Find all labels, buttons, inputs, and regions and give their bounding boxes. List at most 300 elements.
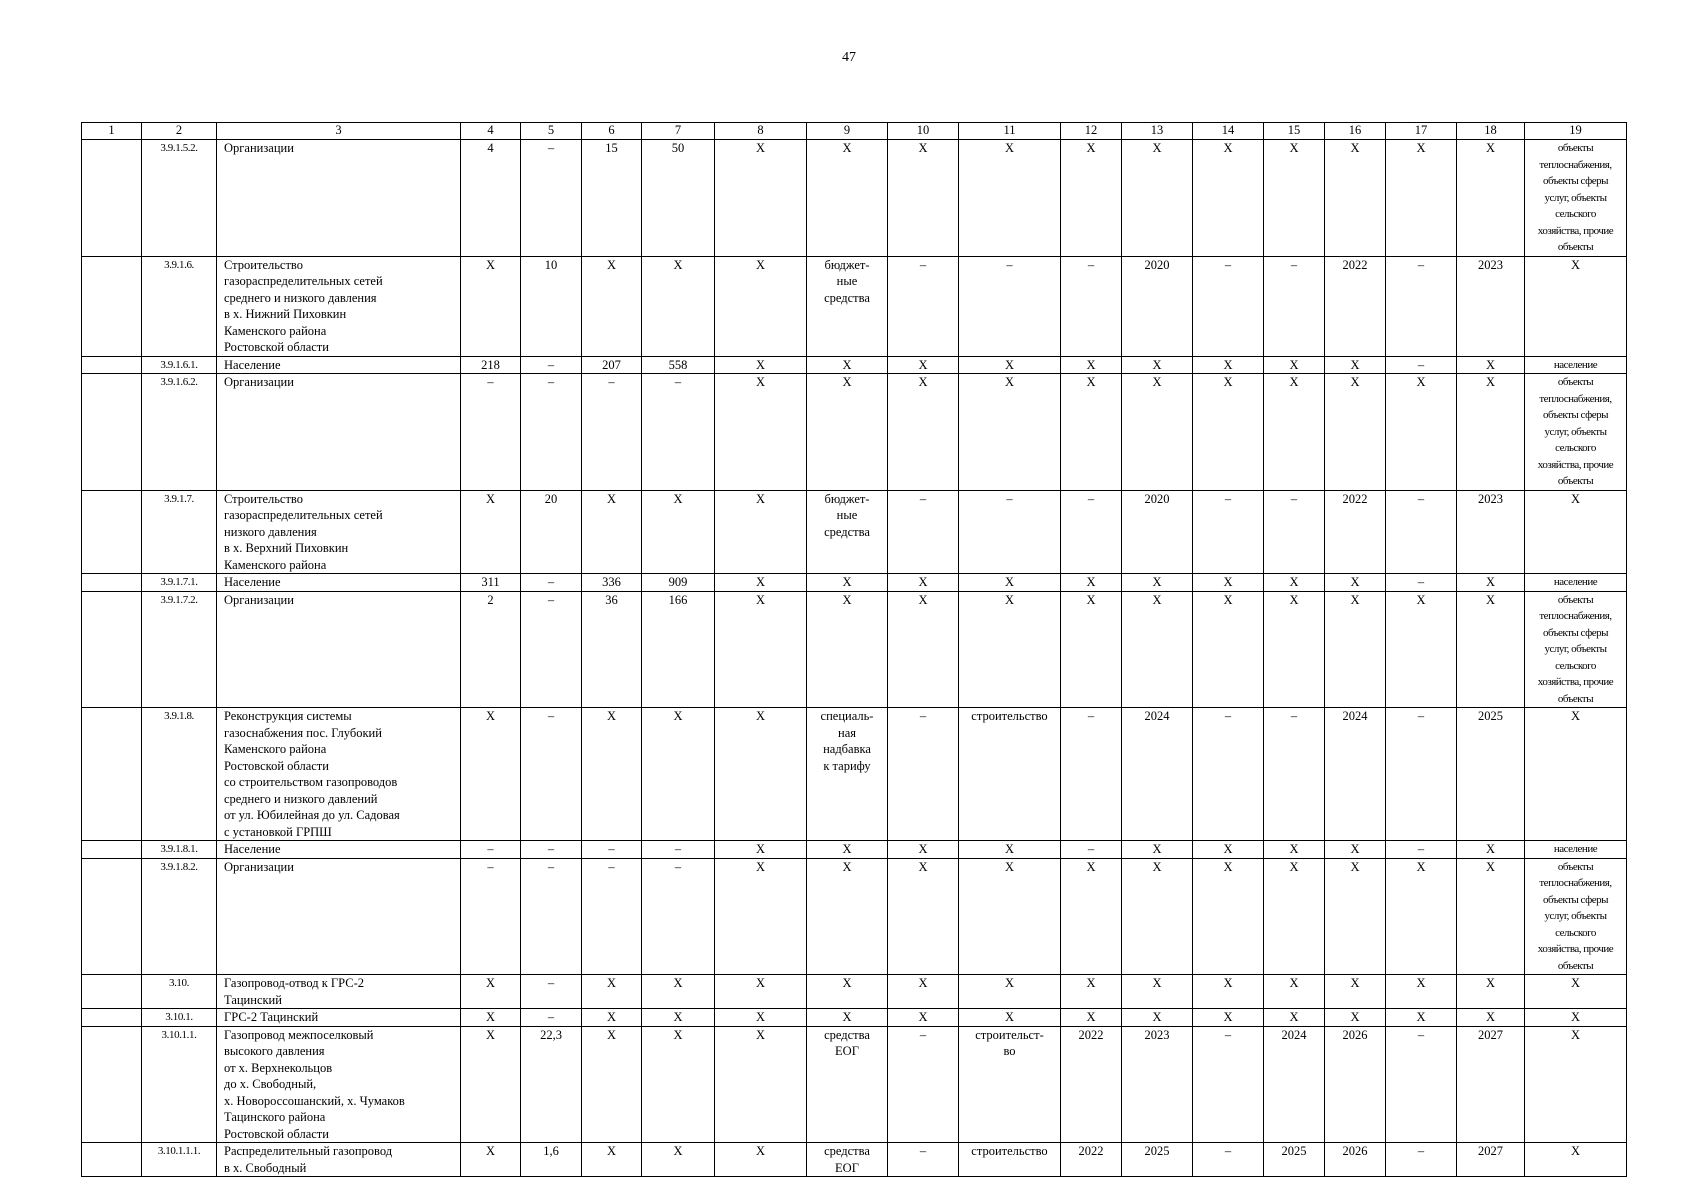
table-cell: Х (1264, 841, 1325, 859)
table-cell: Х (1122, 1009, 1193, 1027)
table-cell: 4 (461, 140, 521, 257)
table-cell: – (1061, 708, 1122, 841)
table-cell: Х (1386, 858, 1457, 975)
row-name: Строительство газораспределительных сетей низкого давления в х. Верхний Пиховкин Каменского района (217, 490, 461, 574)
table-cell: Х (1061, 591, 1122, 708)
row-note: Х (1525, 1143, 1627, 1177)
table-cell (82, 591, 142, 708)
table-cell: – (521, 1009, 582, 1027)
table-cell: – (1264, 256, 1325, 356)
table-cell: – (521, 574, 582, 592)
table-cell: Х (582, 256, 642, 356)
table-cell: Х (1061, 858, 1122, 975)
header-cell: 17 (1386, 123, 1457, 140)
header-cell: 12 (1061, 123, 1122, 140)
table-cell: 10 (521, 256, 582, 356)
table-cell: Х (1457, 374, 1525, 491)
table-cell: – (1061, 490, 1122, 574)
table-cell: Х (1386, 374, 1457, 491)
header-cell: 13 (1122, 123, 1193, 140)
table-cell: Х (959, 140, 1061, 257)
table-cell: – (582, 841, 642, 859)
table-cell: Х (1122, 975, 1193, 1009)
table-cell: 50 (642, 140, 715, 257)
table-cell (82, 858, 142, 975)
row-name: Газопровод межпоселковый высокого давления от х. Верхнекольцов до х. Свободный, х. Новороссошанский, х. Чумаков Тацинского района Ростовской области (217, 1026, 461, 1143)
table-cell: – (1264, 708, 1325, 841)
row-code: 3.10.1.1.1. (142, 1143, 217, 1177)
table-cell: Х (1457, 140, 1525, 257)
row-note: население (1525, 356, 1627, 374)
table-cell: Х (1264, 374, 1325, 491)
table-cell: – (1193, 1143, 1264, 1177)
table-cell: Х (1264, 574, 1325, 592)
table-cell: Х (582, 1009, 642, 1027)
table-cell: Х (715, 858, 807, 975)
table-cell: Х (1122, 140, 1193, 257)
header-cell: 1 (82, 123, 142, 140)
table-row (82, 591, 1627, 708)
table-cell: 2025 (1457, 708, 1525, 841)
row-note: объекты теплоснабжения, объекты сферы услуг, объекты сельского хозяйства, прочие объекты (1525, 140, 1627, 257)
table-cell: 311 (461, 574, 521, 592)
table-cell: – (888, 490, 959, 574)
table-cell (82, 1026, 142, 1143)
table-cell: – (1193, 708, 1264, 841)
table-cell: Х (1325, 1009, 1386, 1027)
table-cell: Х (1325, 841, 1386, 859)
table-cell (82, 374, 142, 491)
row-code: 3.10.1.1. (142, 1026, 217, 1143)
table-cell: Х (1193, 574, 1264, 592)
table-cell: Х (461, 1026, 521, 1143)
table-cell: Х (1264, 591, 1325, 708)
table-cell: 2025 (1122, 1143, 1193, 1177)
table-row (82, 975, 1627, 1009)
header-cell: 11 (959, 123, 1061, 140)
table-cell: – (1061, 841, 1122, 859)
table-cell: Х (807, 591, 888, 708)
table-cell: Х (888, 1009, 959, 1027)
table-cell: – (521, 975, 582, 1009)
table-cell: Х (1193, 591, 1264, 708)
table-cell (82, 574, 142, 592)
table-cell: Х (582, 1026, 642, 1143)
table-row (82, 841, 1627, 859)
table-cell: Х (1061, 1009, 1122, 1027)
row-note: население (1525, 574, 1627, 592)
row-name: Реконструкция системы газоснабжения пос. Глубокий Каменского района Ростовской области со строительством газопроводов среднего и низкого давлений от ул. Юбилейная до ул. Садовая с установкой ГРПШ (217, 708, 461, 841)
table-cell: – (1386, 356, 1457, 374)
table-cell: Х (715, 1009, 807, 1027)
table-cell: – (1386, 256, 1457, 356)
table-cell: Х (715, 256, 807, 356)
table-cell: Х (642, 256, 715, 356)
table-cell: Х (959, 975, 1061, 1009)
table-cell: 2020 (1122, 256, 1193, 356)
table-cell: Х (715, 490, 807, 574)
table-cell: – (1264, 490, 1325, 574)
table-cell: – (521, 356, 582, 374)
header-cell: 14 (1193, 123, 1264, 140)
table-cell: – (1193, 256, 1264, 356)
header-cell: 15 (1264, 123, 1325, 140)
table-cell: – (1386, 1143, 1457, 1177)
table-cell: Х (1122, 858, 1193, 975)
table-cell: – (521, 858, 582, 975)
table-cell: Х (1193, 975, 1264, 1009)
table-cell: – (521, 841, 582, 859)
table-cell: бюджет- ные средства (807, 490, 888, 574)
table-cell: 2026 (1325, 1026, 1386, 1143)
table-cell: – (461, 858, 521, 975)
table-cell: Х (1386, 591, 1457, 708)
table-cell: Х (715, 374, 807, 491)
table-cell: 2022 (1325, 490, 1386, 574)
row-name: Организации (217, 374, 461, 491)
table-cell: 20 (521, 490, 582, 574)
table-cell (82, 140, 142, 257)
table-cell: – (888, 1143, 959, 1177)
row-name: Организации (217, 140, 461, 257)
header-cell: 16 (1325, 123, 1386, 140)
table-cell: Х (1061, 140, 1122, 257)
table-row (82, 1026, 1627, 1143)
table-cell: Х (1193, 841, 1264, 859)
header-cell: 9 (807, 123, 888, 140)
header-cell: 7 (642, 123, 715, 140)
table-cell: Х (1264, 140, 1325, 257)
table-cell: Х (642, 1143, 715, 1177)
table-cell: бюджет- ные средства (807, 256, 888, 356)
table-cell: Х (1386, 1009, 1457, 1027)
row-note: Х (1525, 1026, 1627, 1143)
row-code: 3.10.1. (142, 1009, 217, 1027)
table-cell: Х (807, 841, 888, 859)
table-cell: строительство (959, 1143, 1061, 1177)
header-cell: 4 (461, 123, 521, 140)
table-cell: Х (715, 140, 807, 257)
table-body (82, 123, 1627, 1177)
table-cell: Х (807, 356, 888, 374)
table-cell: Х (888, 574, 959, 592)
table-row (82, 708, 1627, 841)
table-cell: Х (1386, 975, 1457, 1009)
table-cell: Х (1457, 591, 1525, 708)
table-cell (82, 256, 142, 356)
table-cell: специаль- ная надбавка к тарифу (807, 708, 888, 841)
table-cell: средства ЕОГ (807, 1143, 888, 1177)
table-cell: 2022 (1061, 1026, 1122, 1143)
table-cell: Х (461, 1143, 521, 1177)
table-cell: Х (1061, 574, 1122, 592)
table-cell: – (521, 708, 582, 841)
table-cell: Х (1325, 858, 1386, 975)
table-cell: Х (1457, 574, 1525, 592)
table-cell: 2027 (1457, 1143, 1525, 1177)
table-cell: – (521, 374, 582, 491)
table-cell: Х (715, 1143, 807, 1177)
table-cell (82, 1143, 142, 1177)
table-cell: 2025 (1264, 1143, 1325, 1177)
table-cell: Х (1061, 975, 1122, 1009)
header-cell: 2 (142, 123, 217, 140)
table-cell: Х (1264, 858, 1325, 975)
row-name: Население (217, 841, 461, 859)
table-cell: 207 (582, 356, 642, 374)
table-cell: Х (461, 708, 521, 841)
table-cell: Х (1457, 356, 1525, 374)
table-row (82, 374, 1627, 491)
header-row (82, 123, 1627, 140)
table-cell: Х (959, 591, 1061, 708)
row-code: 3.9.1.7.1. (142, 574, 217, 592)
table-cell: Х (642, 1026, 715, 1143)
table-cell: Х (888, 858, 959, 975)
row-code: 3.9.1.7. (142, 490, 217, 574)
table-cell: 2026 (1325, 1143, 1386, 1177)
row-note: объекты теплоснабжения, объекты сферы услуг, объекты сельского хозяйства, прочие объекты (1525, 374, 1627, 491)
table-cell: Х (807, 574, 888, 592)
table-cell: 2023 (1122, 1026, 1193, 1143)
row-note: население (1525, 841, 1627, 859)
table-cell: 2027 (1457, 1026, 1525, 1143)
table-cell: Х (807, 1009, 888, 1027)
table-row (82, 490, 1627, 574)
table-cell: Х (461, 490, 521, 574)
row-code: 3.9.1.6.2. (142, 374, 217, 491)
table-cell (82, 1009, 142, 1027)
row-code: 3.9.1.5.2. (142, 140, 217, 257)
row-code: 3.9.1.8.1. (142, 841, 217, 859)
table-cell: Х (642, 708, 715, 841)
table-cell: Х (888, 374, 959, 491)
row-name: Газопровод-отвод к ГРС-2 Тацинский (217, 975, 461, 1009)
table-row (82, 574, 1627, 592)
table-cell: Х (1193, 374, 1264, 491)
table-cell: 2024 (1264, 1026, 1325, 1143)
table-cell: – (461, 841, 521, 859)
table-cell: 2024 (1122, 708, 1193, 841)
table-row (82, 140, 1627, 257)
table-cell: Х (1264, 975, 1325, 1009)
table-cell: 2020 (1122, 490, 1193, 574)
row-note: Х (1525, 708, 1627, 841)
table-cell: – (642, 858, 715, 975)
table-cell: Х (888, 591, 959, 708)
table-cell: Х (1325, 574, 1386, 592)
table-cell: 22,3 (521, 1026, 582, 1143)
table-cell: – (521, 140, 582, 257)
table-cell: Х (1193, 356, 1264, 374)
header-cell: 19 (1525, 123, 1627, 140)
table-cell: – (642, 374, 715, 491)
header-cell: 10 (888, 123, 959, 140)
table-cell: Х (888, 975, 959, 1009)
table-cell: Х (1193, 140, 1264, 257)
table-cell: 336 (582, 574, 642, 592)
header-cell: 3 (217, 123, 461, 140)
table-cell (82, 490, 142, 574)
row-name: Население (217, 356, 461, 374)
row-note: Х (1525, 256, 1627, 356)
table-cell: – (461, 374, 521, 491)
header-cell: 5 (521, 123, 582, 140)
table-cell (82, 356, 142, 374)
table-cell: 1,6 (521, 1143, 582, 1177)
table-row (82, 1009, 1627, 1027)
table-cell: – (1386, 841, 1457, 859)
row-name: Организации (217, 591, 461, 708)
table-cell: Х (888, 140, 959, 257)
table-cell: 558 (642, 356, 715, 374)
table-cell: – (521, 591, 582, 708)
table-cell: Х (959, 1009, 1061, 1027)
table-cell: Х (642, 975, 715, 1009)
table-cell: Х (1325, 591, 1386, 708)
table-cell: Х (715, 841, 807, 859)
table-cell: Х (1457, 841, 1525, 859)
table-cell: Х (1122, 356, 1193, 374)
table-cell: Х (888, 356, 959, 374)
row-name: Организации (217, 858, 461, 975)
table-cell: Х (715, 975, 807, 1009)
table-cell: – (582, 858, 642, 975)
row-name: ГРС-2 Тацинский (217, 1009, 461, 1027)
page-number: 47 (842, 50, 856, 65)
table-cell: – (1386, 708, 1457, 841)
table-cell (82, 841, 142, 859)
table-row (82, 1143, 1627, 1177)
table-cell: Х (1325, 374, 1386, 491)
table-cell: 36 (582, 591, 642, 708)
table-cell: – (888, 1026, 959, 1143)
table-cell: 2024 (1325, 708, 1386, 841)
table-cell: Х (1457, 1009, 1525, 1027)
table-cell: средства ЕОГ (807, 1026, 888, 1143)
table-cell: 909 (642, 574, 715, 592)
table-cell: – (582, 374, 642, 491)
table-cell: 2023 (1457, 490, 1525, 574)
table-cell (82, 708, 142, 841)
table-cell: 15 (582, 140, 642, 257)
table-cell: Х (1122, 841, 1193, 859)
table-cell: Х (1457, 975, 1525, 1009)
table-cell: – (1193, 490, 1264, 574)
table-cell: – (642, 841, 715, 859)
table-cell: Х (582, 1143, 642, 1177)
table-cell: Х (807, 374, 888, 491)
table-cell: Х (715, 574, 807, 592)
table-cell: строительство (959, 708, 1061, 841)
row-code: 3.9.1.6. (142, 256, 217, 356)
table-cell: Х (1325, 975, 1386, 1009)
table-cell: Х (1386, 140, 1457, 257)
table-cell: 218 (461, 356, 521, 374)
table-cell: Х (959, 356, 1061, 374)
table-cell: – (888, 708, 959, 841)
table-row (82, 256, 1627, 356)
table-cell: 2 (461, 591, 521, 708)
table-cell: Х (461, 1009, 521, 1027)
header-cell: 8 (715, 123, 807, 140)
table-cell: Х (715, 356, 807, 374)
table-cell: 166 (642, 591, 715, 708)
table-cell: – (1193, 1026, 1264, 1143)
table-cell: Х (582, 490, 642, 574)
table-row (82, 356, 1627, 374)
table-row (82, 858, 1627, 975)
row-note: Х (1525, 1009, 1627, 1027)
row-code: 3.9.1.8. (142, 708, 217, 841)
table-cell: – (888, 256, 959, 356)
table-cell: Х (1061, 356, 1122, 374)
table-cell: Х (1193, 858, 1264, 975)
row-note: объекты теплоснабжения, объекты сферы услуг, объекты сельского хозяйства, прочие объекты (1525, 858, 1627, 975)
table-cell: Х (959, 374, 1061, 491)
header-cell: 18 (1457, 123, 1525, 140)
table-cell (82, 975, 142, 1009)
table-cell: – (1386, 490, 1457, 574)
table-cell: Х (1193, 1009, 1264, 1027)
row-code: 3.10. (142, 975, 217, 1009)
row-code: 3.9.1.7.2. (142, 591, 217, 708)
table-cell: Х (1325, 140, 1386, 257)
row-note: Х (1525, 490, 1627, 574)
document-table (81, 122, 1627, 1177)
table-cell: Х (715, 1026, 807, 1143)
table-cell: Х (807, 858, 888, 975)
table-cell: – (1386, 1026, 1457, 1143)
row-code: 3.9.1.6.1. (142, 356, 217, 374)
table-cell: Х (642, 490, 715, 574)
row-name: Распределительный газопровод в х. Свободный (217, 1143, 461, 1177)
table-cell: 2022 (1061, 1143, 1122, 1177)
table-cell: Х (1122, 574, 1193, 592)
table-cell: Х (807, 975, 888, 1009)
table-cell: Х (888, 841, 959, 859)
table-cell: Х (1061, 374, 1122, 491)
row-name: Население (217, 574, 461, 592)
table-cell: Х (582, 975, 642, 1009)
row-note: Х (1525, 975, 1627, 1009)
table-cell: – (959, 490, 1061, 574)
table-cell: Х (461, 256, 521, 356)
table-cell: Х (1264, 1009, 1325, 1027)
table-cell: – (959, 256, 1061, 356)
table-cell: Х (807, 140, 888, 257)
header-cell: 6 (582, 123, 642, 140)
table-cell: Х (1264, 356, 1325, 374)
table-cell: Х (642, 1009, 715, 1027)
row-code: 3.9.1.8.2. (142, 858, 217, 975)
table-cell: Х (959, 858, 1061, 975)
table-cell: Х (959, 841, 1061, 859)
table-cell: Х (959, 574, 1061, 592)
table-cell: Х (715, 591, 807, 708)
table-cell: Х (1122, 591, 1193, 708)
row-name: Строительство газораспределительных сетей среднего и низкого давления в х. Нижний Пиховкин Каменского района Ростовской области (217, 256, 461, 356)
table-cell: – (1386, 574, 1457, 592)
table-cell: 2022 (1325, 256, 1386, 356)
table-cell: 2023 (1457, 256, 1525, 356)
table-cell: Х (1457, 858, 1525, 975)
table-cell: Х (461, 975, 521, 1009)
table-cell: строительст- во (959, 1026, 1061, 1143)
row-note: объекты теплоснабжения, объекты сферы услуг, объекты сельского хозяйства, прочие объекты (1525, 591, 1627, 708)
table-cell: Х (582, 708, 642, 841)
table-cell: Х (1325, 356, 1386, 374)
